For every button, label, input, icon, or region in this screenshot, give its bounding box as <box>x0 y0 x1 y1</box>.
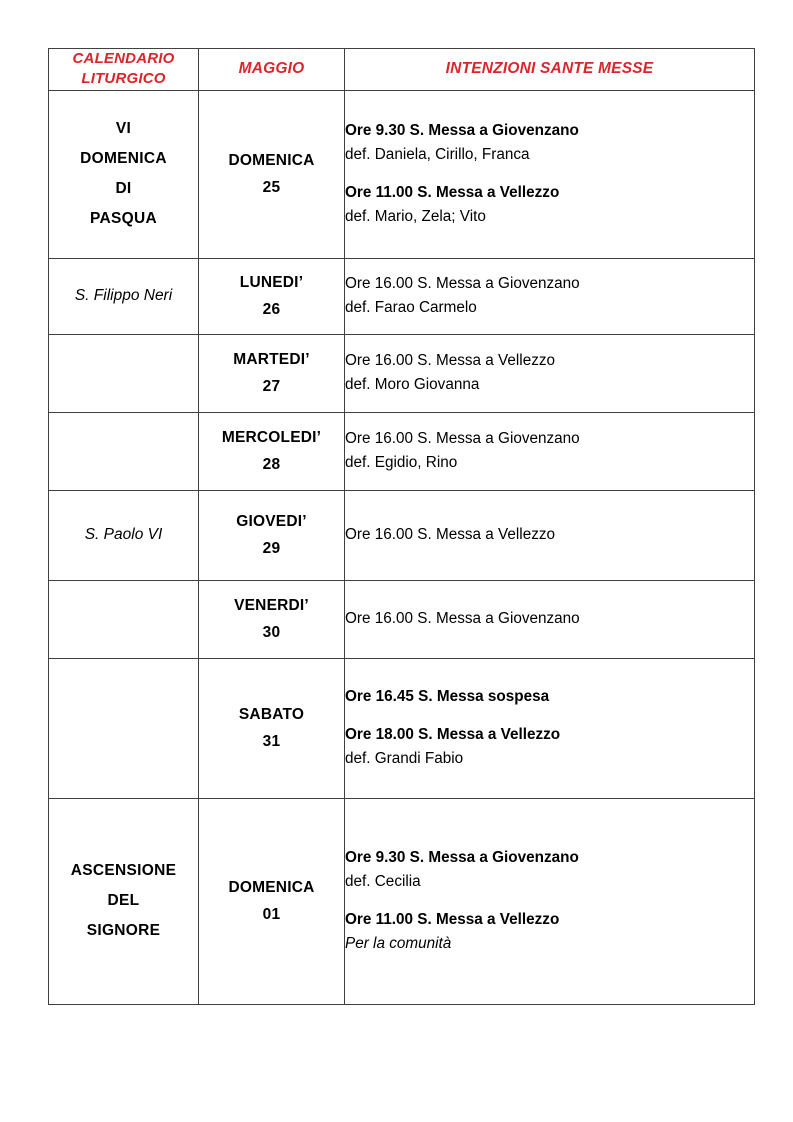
day-name-label: GIOVEDI’ <box>236 512 307 530</box>
table-body <box>49 90 755 1004</box>
day-number-label: 26 <box>262 301 281 318</box>
day-number-label: 31 <box>262 733 281 750</box>
day-name-label: DOMENICA <box>228 878 315 896</box>
intention-detail-line: Ore 16.00 S. Messa a Giovenzano <box>345 274 580 292</box>
liturgical-feast-line: S. Filippo Neri <box>74 287 173 305</box>
header-cell-month <box>199 49 345 91</box>
cell-day <box>199 334 345 412</box>
intention-detail-line: def. Egidio, Rino <box>345 454 458 471</box>
cell-day <box>199 490 345 580</box>
table-row <box>49 580 755 658</box>
liturgical-feast-line: DEL <box>107 891 140 909</box>
cell-mass-intentions <box>345 258 755 334</box>
liturgical-feast-line: VI <box>115 119 132 137</box>
cell-mass-intentions <box>345 490 755 580</box>
header-liturgical-line1: CALENDARIO <box>72 50 175 67</box>
day-number-label: 25 <box>262 179 281 196</box>
table-row <box>49 798 755 1004</box>
cell-mass-intentions <box>345 658 755 798</box>
cell-day <box>199 90 345 258</box>
intention-detail-line: def. Grandi Fabio <box>345 750 464 768</box>
header-cell-liturgical-calendar <box>49 49 199 91</box>
cell-mass-intentions <box>345 334 755 412</box>
liturgical-feast-line: DI <box>115 180 132 197</box>
mass-time-line: Ore 9.30 S. Messa a Giovenzano <box>345 121 579 139</box>
table-row <box>49 658 755 798</box>
table-header-row <box>49 49 755 91</box>
day-number-label: 30 <box>262 624 281 641</box>
intention-detail-line: Ore 16.00 S. Messa a Giovenzano <box>345 429 580 447</box>
cell-day <box>199 798 345 1004</box>
table-row <box>49 412 755 490</box>
intention-detail-line: def. Mario, Zela; Vito <box>345 208 486 226</box>
cell-mass-intentions <box>345 798 755 1004</box>
intention-detail-line: Ore 16.00 S. Messa a Vellezzo <box>345 351 556 369</box>
header-month-label: MAGGIO <box>238 59 305 77</box>
cell-liturgical-feast <box>49 658 199 798</box>
day-name-label: DOMENICA <box>228 151 315 169</box>
liturgical-feast-line: ASCENSIONE <box>70 861 177 879</box>
intention-spacer <box>345 167 754 181</box>
intention-spacer <box>345 709 754 723</box>
cell-mass-intentions <box>345 580 755 658</box>
intention-detail-line: def. Cecilia <box>345 872 421 890</box>
day-name-label: MARTEDI’ <box>233 350 310 368</box>
cell-liturgical-feast <box>49 334 199 412</box>
intention-spacer <box>345 894 754 908</box>
cell-liturgical-feast <box>49 412 199 490</box>
liturgical-feast-line: DOMENICA <box>80 149 167 167</box>
day-name-label: MERCOLEDI’ <box>221 428 322 446</box>
cell-liturgical-feast <box>49 90 199 258</box>
day-number-label: 01 <box>262 906 281 923</box>
intention-detail-line: Per la comunità <box>345 935 452 953</box>
liturgical-feast-line: SIGNORE <box>86 922 161 940</box>
cell-day <box>199 412 345 490</box>
intention-detail-line: Ore 16.00 S. Messa a Giovenzano <box>345 609 580 627</box>
table-row <box>49 258 755 334</box>
intention-detail-line: def. Farao Carmelo <box>345 299 477 316</box>
cell-mass-intentions <box>345 412 755 490</box>
intention-detail-line: Ore 16.00 S. Messa a Vellezzo <box>345 525 556 543</box>
table-row <box>49 90 755 258</box>
cell-day <box>199 258 345 334</box>
header-intentions-label: INTENZIONI SANTE MESSE <box>445 59 654 77</box>
cell-day <box>199 658 345 798</box>
mass-schedule-table <box>48 48 755 1005</box>
day-number-label: 28 <box>262 456 281 473</box>
day-name-label: LUNEDI’ <box>239 273 304 291</box>
cell-liturgical-feast <box>49 258 199 334</box>
header-cell-intentions <box>345 49 755 91</box>
mass-time-line: Ore 18.00 S. Messa a Vellezzo <box>345 725 561 743</box>
day-number-label: 29 <box>262 540 281 557</box>
day-name-label: VENERDI’ <box>234 596 309 614</box>
table-row <box>49 490 755 580</box>
liturgical-feast-line: PASQUA <box>90 210 157 228</box>
table-row <box>49 334 755 412</box>
liturgical-feast-line: S. Paolo VI <box>84 526 163 544</box>
mass-time-line: Ore 9.30 S. Messa a Giovenzano <box>345 848 579 866</box>
cell-liturgical-feast <box>49 580 199 658</box>
cell-liturgical-feast <box>49 798 199 1004</box>
day-name-label: SABATO <box>238 705 305 723</box>
intention-detail-line: def. Moro Giovanna <box>345 376 480 393</box>
day-number-label: 27 <box>262 378 281 395</box>
header-liturgical-line2: LITURGICO <box>81 70 166 88</box>
mass-time-line: Ore 11.00 S. Messa a Vellezzo <box>345 184 560 201</box>
cell-mass-intentions <box>345 90 755 258</box>
mass-time-line: Ore 11.00 S. Messa a Vellezzo <box>345 911 560 928</box>
intention-detail-line: def. Daniela, Cirillo, Franca <box>345 145 530 163</box>
mass-time-line: Ore 16.45 S. Messa sospesa <box>345 687 550 705</box>
cell-day <box>199 580 345 658</box>
cell-liturgical-feast <box>49 490 199 580</box>
